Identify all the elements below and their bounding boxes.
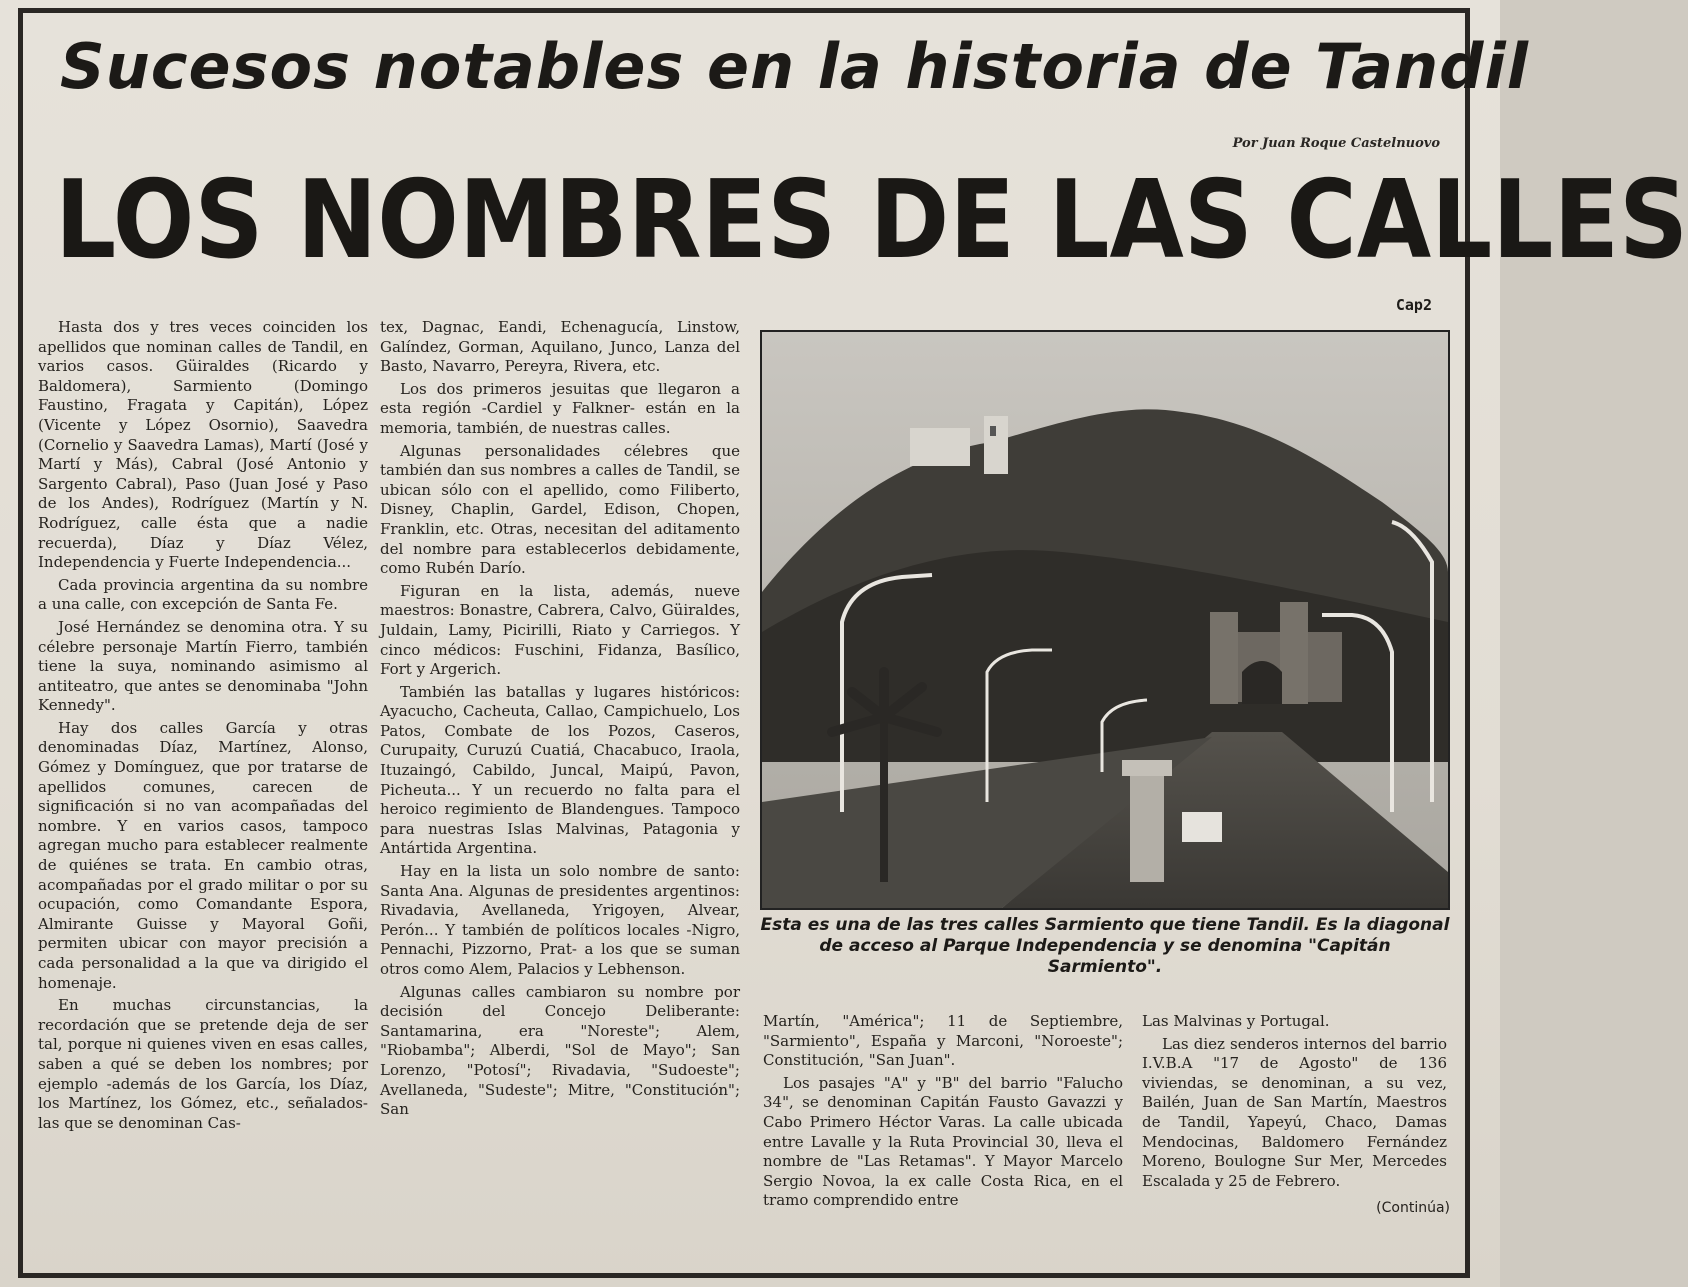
continued-label: (Continúa) bbox=[1376, 1200, 1450, 1216]
series-title: Sucesos notables en la historia de Tandil bbox=[60, 30, 1529, 103]
text-column-1 bbox=[38, 318, 368, 1258]
paragraph: Hay en la lista un solo nombre de santo: Santa Ana. Algunas de presidentes argentinos: Rivadavia, Avellaneda, Yrigoyen, Alvear, Perón... Y también de políticos locales -Nigro, Pennachi, Pizzorno, Prat- a los que se suman otros como Alem, Palacios y Lebhenson. bbox=[380, 862, 740, 978]
paragraph: Martín, "América"; 11 de Septiembre, "Sarmiento", España y Marconi, "Noroeste"; Constitución, "San Juan". bbox=[763, 1012, 1123, 1070]
photo-caption: Esta es una de las tres calles Sarmiento que tiene Tandil. Es la diagonal de acceso al Parque Independencia y se denomina "Capitán Sarmiento". bbox=[760, 915, 1450, 977]
chapter-label: Cap2 bbox=[1395, 296, 1432, 314]
text-column-4 bbox=[1142, 1012, 1447, 1252]
paragraph: Los pasajes "A" y "B" del barrio "Falucho 34", se denominan Capitán Fausto Gavazzi y Cabo Primero Héctor Varas. La calle ubicada entre Lavalle y la Ruta Provincial 30, lleva el nombre de "Las Retamas". Y Mayor Marcelo Sergio Novoa, la ex calle Costa Rica, en el tramo comprendido entre bbox=[763, 1073, 1123, 1210]
paragraph: Cada provincia argentina da su nombre a una calle, con excepción de Santa Fe. bbox=[38, 575, 368, 614]
paragraph: Las Malvinas y Portugal. bbox=[1142, 1012, 1330, 1030]
paragraph: Hasta dos y tres veces coinciden los apellidos que nominan calles de Tandil, en varios casos. Güiraldes (Ricardo y Baldomera), Sarmiento (Domingo Faustino, Fragata y Capitán), López (Vicente y López Osornio), Saavedra (Cornelio y Saavedra Lamas), Martí (José y Martí y Más), Cabral (José Antonio y Sargento Cabral), Paso (Juan José y Paso de los Andes), Rodríguez (Martín y N. Rodríguez, calle ésta que a nadie recuerda), Díaz y Díaz Vélez, Independencia y Fuerte Independencia... bbox=[38, 318, 368, 572]
paragraph: Algunas personalidades célebres que también dan sus nombres a calles de Tandil, se ubican sólo con el apellido, como Filiberto, Disney, Chaplin, Gardel, Edison, Chopen, Franklin, etc. Otras, necesitan del aditamento del nombre para establecerlos debidamente, como Rubén Darío. bbox=[380, 441, 740, 578]
paragraph: También las batallas y lugares históricos: Ayacucho, Cacheuta, Callao, Campichuelo, Los Patos, Combate de los Pozos, Caseros, Curupaity, Curuzú Cuatiá, Chacabuco, Iraola, Ituzaingó, Cabildo, Juncal, Maipú, Pavon, Picheuta... Y un recuerdo no falta para el heroico regimiento de Blandengues. Tampoco para nuestras Islas Malvinas, Patagonia y Antártida Argentina. bbox=[380, 682, 740, 858]
paragraph: Figuran en la lista, además, nueve maestros: Bonastre, Cabrera, Calvo, Güiraldes, Juldain, Lamy, Picirilli, Riato y Carriegos. Y cinco médicos: Fuschini, Fidanza, Basílico, Fort y Argerich. bbox=[380, 581, 740, 679]
paragraph: En muchas circunstancias, la recordación que se pretende deja de ser tal, porque ni quienes viven en esas calles, saben a qué se deben los nombres; por ejemplo -además de los García, los Díaz, los Martínez, los Gómez, etc., señalados- las que se denominan Cas- bbox=[38, 996, 368, 1132]
street-photo bbox=[760, 330, 1450, 910]
paragraph: tex, Dagnac, Eandi, Echenagucía, Linstow, Galíndez, Gorman, Aquilano, Junco, Lanza del Basto, Navarro, Pereyra, Rivera, etc. bbox=[380, 318, 740, 376]
byline: Por Juan Roque Castelnuovo bbox=[1232, 136, 1440, 151]
photo-illustration bbox=[762, 332, 1448, 908]
paragraph: Las diez senderos internos del barrio I.V.B.A "17 de Agosto" de 136 viviendas, se denominan, a su vez, Bailén, Juan de San Martín, Maestros de Tandil, Yapeyú, Chaco, Damas Mendocinas, Baldomero Fernández Moreno, Boulogne Sur Mer, Mercedes Escalada y 25 de Febrero. bbox=[1142, 1034, 1447, 1190]
headline: LOS NOMBRES DE LAS CALLES bbox=[55, 157, 1688, 283]
paragraph: Los dos primeros jesuitas que llegaron a esta región -Cardiel y Falkner- están en la memoria, también, de nuestras calles. bbox=[380, 379, 740, 437]
text-column-3 bbox=[763, 1012, 1123, 1252]
paragraph: Hay dos calles García y otras denominadas Díaz, Martínez, Alonso, Gómez y Domínguez, que por tratarse de apellidos comunes, carecen de significación si no van acompañadas del nombre. Y en varios casos, tampoco agregan mucho para establecer realmente de quiénes se trata. En cambio otras, acompañadas por el grado militar o por su ocupación, como Comandante Espora, Almirante Guisse y Mayoral Goñi, permiten ubicar con mayor precisión a cada personalidad a la que va dirigido el homenaje. bbox=[38, 718, 368, 992]
paragraph: José Hernández se denomina otra. Y su célebre personaje Martín Fierro, también tiene la suya, nominando asimismo al antiteatro, que antes se denominaba "John Kennedy". bbox=[38, 617, 368, 715]
text-column-2 bbox=[380, 318, 740, 1258]
paragraph: Algunas calles cambiaron su nombre por decisión del Concejo Deliberante: Santamarina, era "Noreste"; Alem, "Riobamba"; Alberdi, "Sol de Mayo"; San Lorenzo, "Potosí"; Rivadavia, "Sudoeste"; Avellaneda, "Sudeste"; Mitre, "Constitución"; San bbox=[380, 982, 740, 1119]
